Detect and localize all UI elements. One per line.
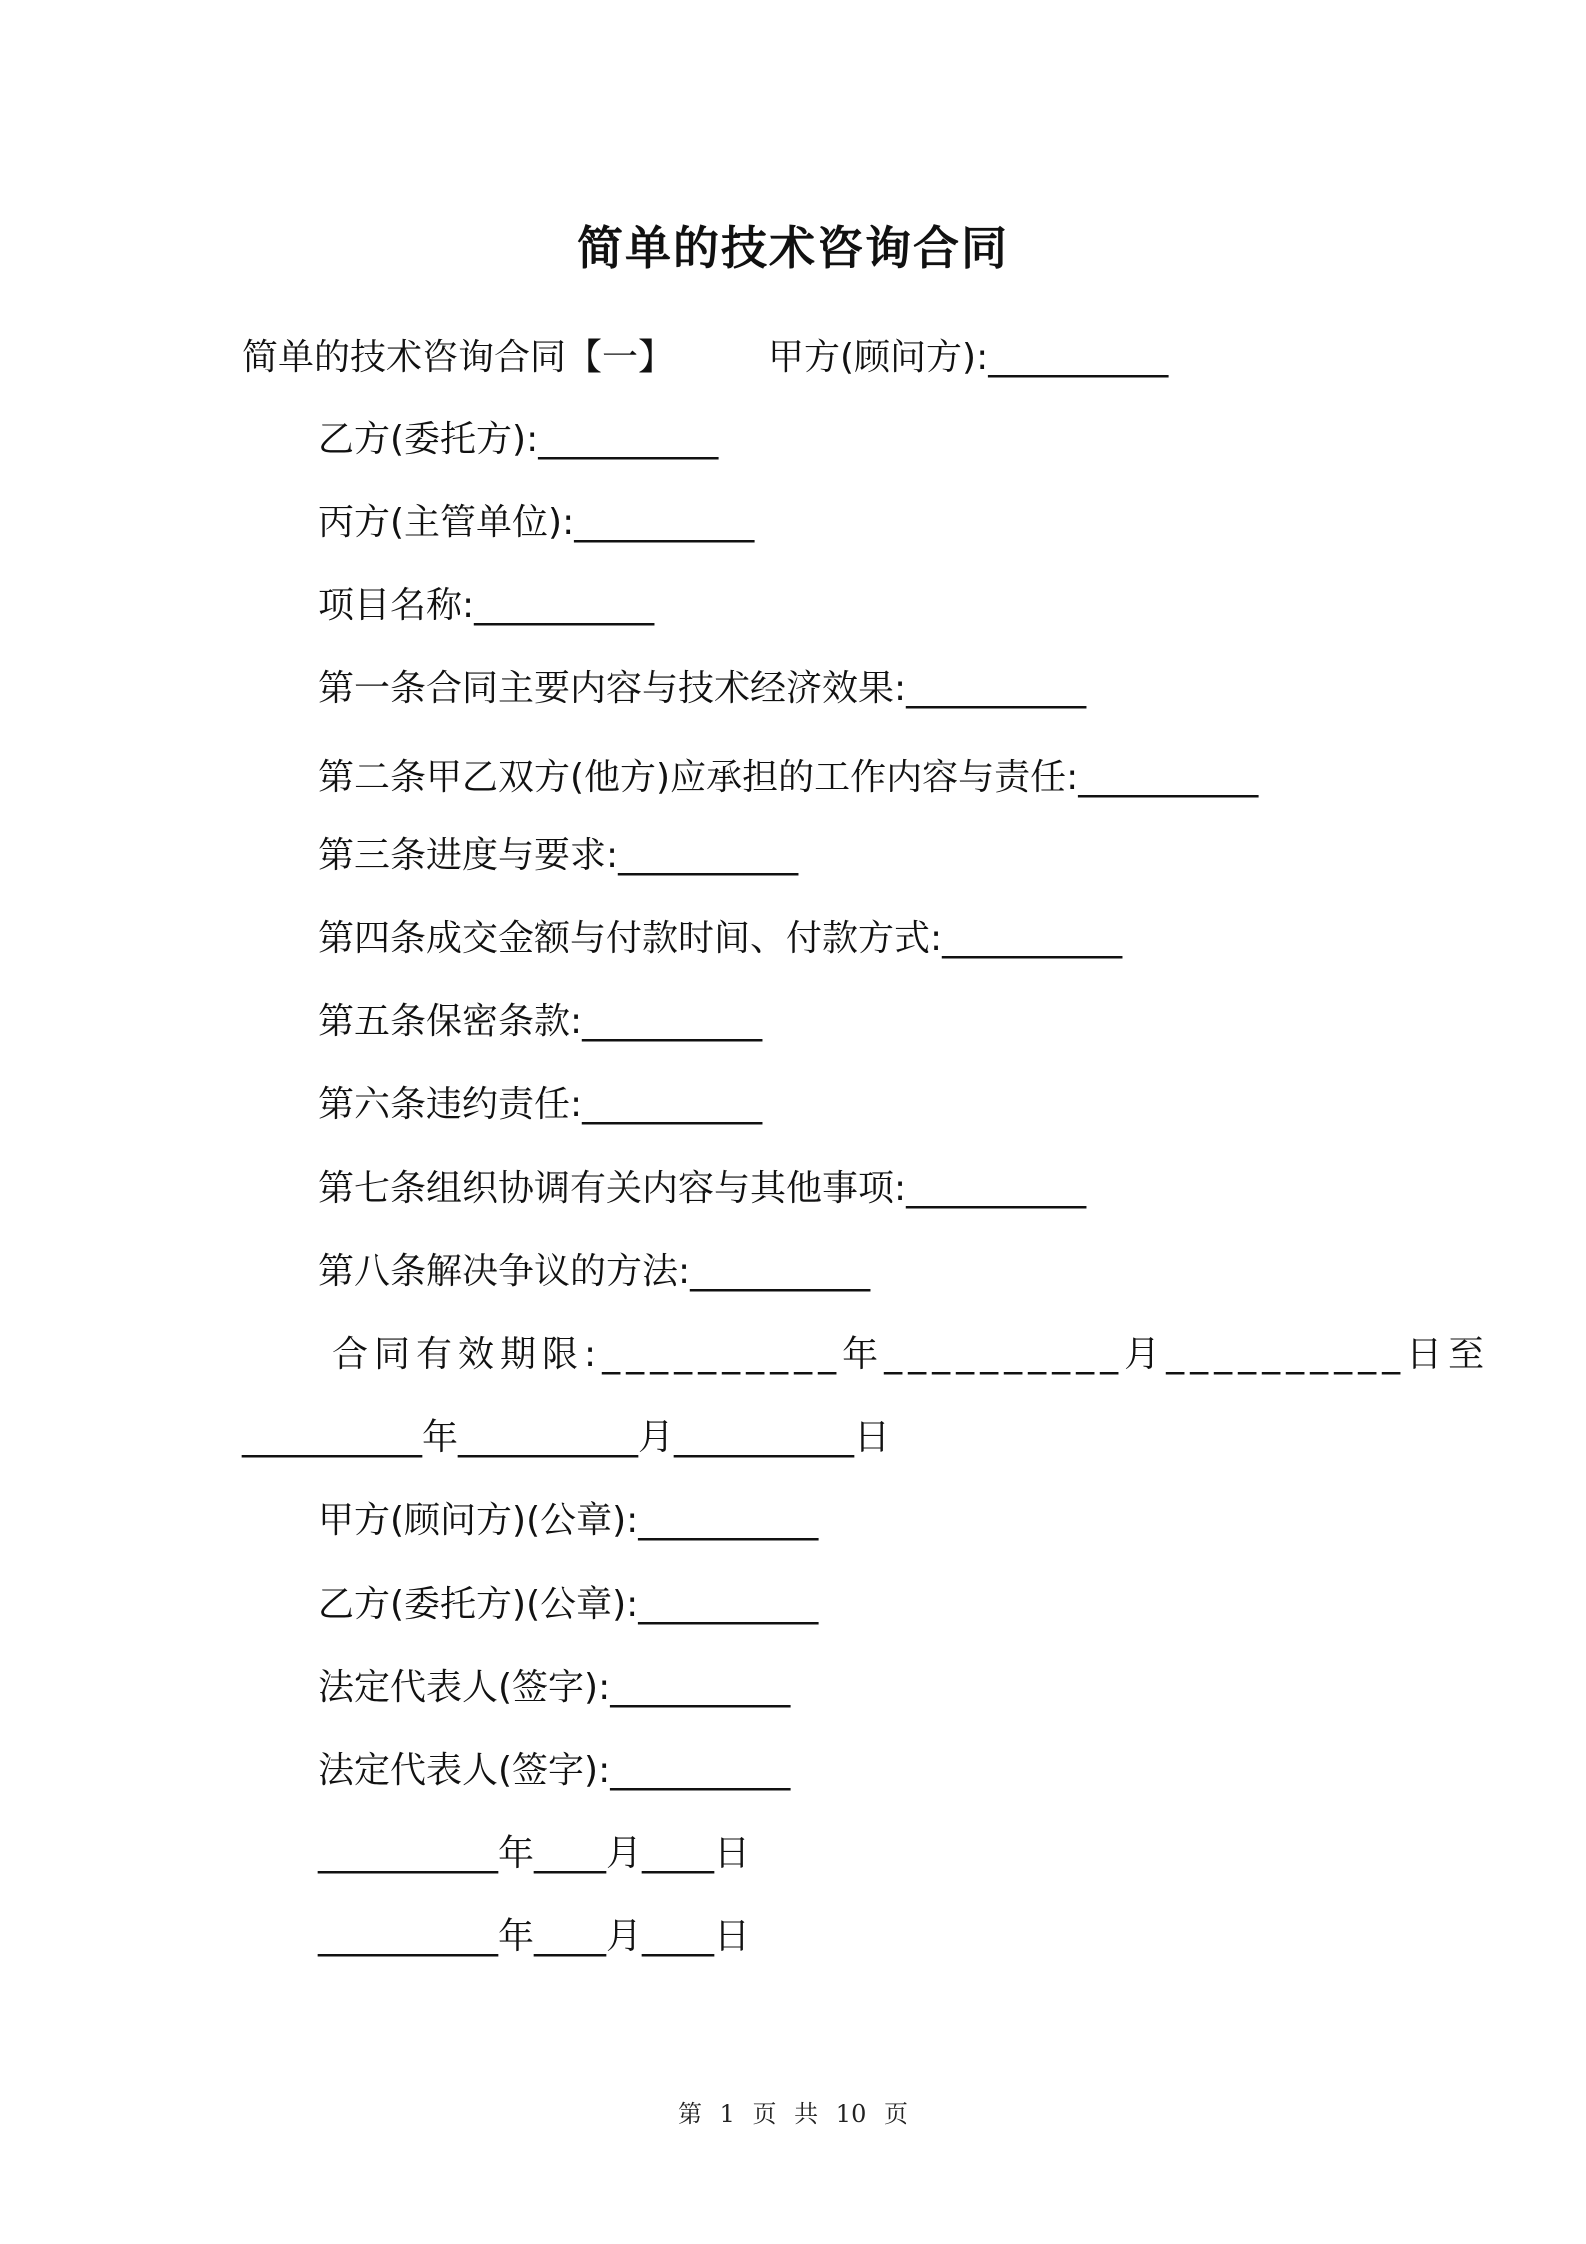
party-a-seal-field: 甲方(顾问方)(公章):__________ — [318, 1500, 819, 1541]
validity-period-end: __________年__________月__________日 — [242, 1417, 890, 1458]
party-c-field: 丙方(主管单位):__________ — [318, 502, 755, 543]
clause-5: 第五条保密条款:__________ — [318, 1001, 763, 1042]
clause-2: 第二条甲乙双方(他方)应承担的工作内容与责任:__________ — [318, 757, 1259, 798]
project-name-field: 项目名称:__________ — [318, 585, 655, 626]
heading-label: 简单的技术咨询合同【一】 — [242, 337, 675, 378]
document-title: 简单的技术咨询合同 — [577, 221, 1009, 275]
page-footer: 第 1 页 共 10 页 — [678, 2100, 908, 2128]
party-b-seal-field: 乙方(委托方)(公章):__________ — [318, 1584, 819, 1625]
validity-period-start: 合同有效期限:__________年__________月__________日至 — [332, 1334, 1491, 1375]
clause-8: 第八条解决争议的方法:__________ — [318, 1251, 871, 1292]
clause-3: 第三条进度与要求:__________ — [318, 835, 799, 876]
sign-date-2: __________年____月____日 — [318, 1916, 750, 1957]
sign-date-1: __________年____月____日 — [318, 1833, 750, 1874]
party-a-field: 甲方(顾问方):__________ — [768, 337, 1169, 378]
party-b-field: 乙方(委托方):__________ — [318, 419, 719, 460]
clause-7: 第七条组织协调有关内容与其他事项:__________ — [318, 1168, 1087, 1209]
first-line — [242, 334, 1168, 382]
legal-rep-signature-1: 法定代表人(签字):__________ — [318, 1667, 791, 1708]
clause-1: 第一条合同主要内容与技术经济效果:__________ — [318, 668, 1087, 709]
clause-6: 第六条违约责任:__________ — [318, 1084, 763, 1125]
clause-4: 第四条成交金额与付款时间、付款方式:__________ — [318, 918, 1123, 959]
legal-rep-signature-2: 法定代表人(签字):__________ — [318, 1750, 791, 1791]
